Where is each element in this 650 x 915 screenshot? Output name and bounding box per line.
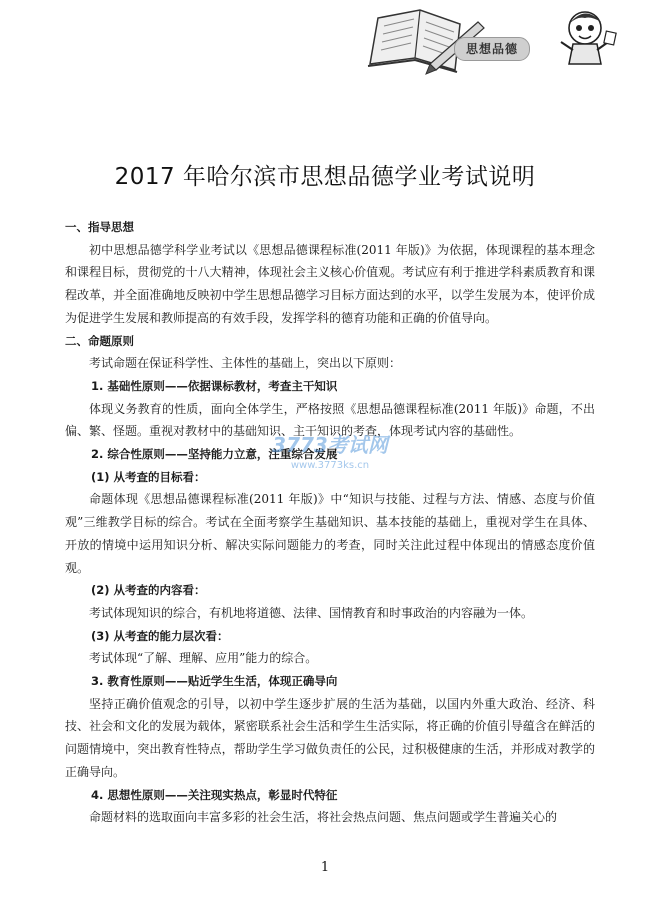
principle-2-sub2-text: 考试体现知识的综合，有机地将道德、法律、国情教育和时事政治的内容融为一体。: [89, 605, 534, 620]
principle-2-sub1-heading: (1) 从考查的目标看：: [91, 469, 206, 484]
principle-1-text: 体现义务教育的性质，面向全体学生，严格按照《思想品德课程标准(2011 年版)》命题，不出偏、繁、怪题。重视对教材中的基础知识、主干知识的考查，体现考试内容的基础性。: [65, 401, 595, 439]
page-number: 1: [320, 860, 330, 875]
principle-2-heading: 2. 综合性原则——坚持能力立意，注重综合发展: [91, 447, 338, 462]
mascot-icon: [555, 6, 617, 68]
guiding-ideas-paragraph: 初中思想品德学科学业考试以《思想品德课程标准(2011 年版)》为依据，体现课程的基本理念和课程目标，贯彻党的十八大精神，体现社会主义核心价值观。考试应有利于推进学科素质教育和课程改革，并全面准确地反映初中学生思想品德学习目标方面达到的水平，以学生发展为本，使评价成为促进学生发展和教师提高的有效手段，发挥学科的德育功能和正确的价值导向。: [65, 242, 595, 325]
principle-4-text: 命题材料的选取面向丰富多彩的社会生活，将社会热点问题、焦点问题或学生普遍关心的: [89, 810, 558, 825]
watermark-brand: 3773考试网: [272, 433, 388, 457]
principle-2-sub2-heading: (2) 从考查的内容看：: [91, 583, 206, 598]
principle-1-heading: 1. 基础性原则——依据课标教材，考查主干知识: [91, 378, 338, 393]
principle-4-heading: 4. 思想性原则——关注现实热点，彰显时代特征: [91, 787, 338, 802]
principle-2-sub3-text: 考试体现“了解、理解、应用”能力的综合。: [89, 651, 318, 666]
section-heading-principles: 二、命题原则: [65, 333, 134, 348]
principles-intro: 考试命题在保证科学性、主体性的基础上，突出以下原则：: [89, 356, 402, 371]
section-heading-guiding-ideas: 一、指导思想: [65, 220, 134, 234]
document-body: [65, 216, 595, 829]
principle-2-sub3-heading: (3) 从考查的能力层次看：: [91, 628, 229, 643]
watermark-domain: www.3773ks.cn: [290, 460, 370, 471]
principle-3-text: 坚持正确价值观念的引导，以初中学生逐步扩展的生活为基础，以国内外重大政治、经济、科技、社会和文化的发展为载体，紧密联系社会生活和学生生活实际，将正确的价值引导蕴含在鲜活的问题情境中，突出教育性特点，帮助学生学习做负责任的公民，过积极健康的生活，并形成对教学的正确导向。: [65, 696, 595, 779]
principle-2-sub1-text: 命题体现《思想品德课程标准(2011 年版)》中“知识与技能、过程与方法、情感、态度与价值观”三维教学目标的综合。考试在全面考察学生基础知识、基本技能的基础上，重视对学生在具体、开放的情境中运用知识分析、解决实际问题能力的考查，同时关注此过程中体现出的情感态度价值观。: [65, 492, 595, 575]
principle-3-heading: 3. 教育性原则——贴近学生生活，体现正确导向: [91, 674, 338, 689]
subject-badge: 思想品德: [454, 37, 530, 61]
page-title: 2017 年哈尔滨市思想品德学业考试说明: [114, 164, 536, 190]
